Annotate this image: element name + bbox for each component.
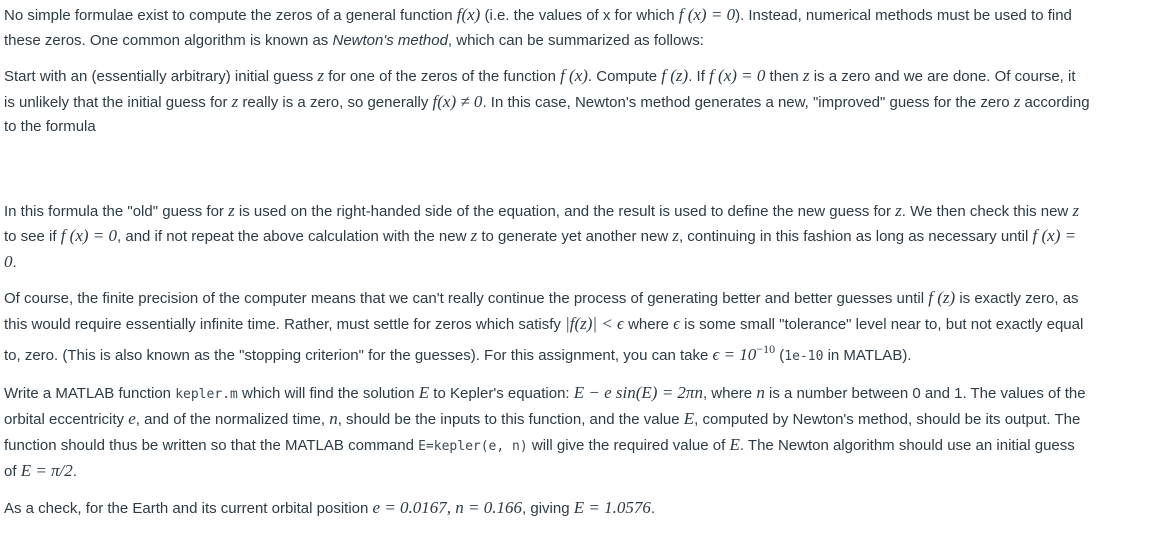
text: , should be the inputs to this function, and the value <box>337 411 684 428</box>
text: ( <box>775 347 785 364</box>
math-expression: f(x) ≠ 0 <box>432 91 483 111</box>
text: . <box>72 463 77 480</box>
math-expression: z <box>470 226 478 245</box>
math-expression: ϵ = 10 <box>712 345 757 364</box>
text: will give the required value of <box>527 436 730 454</box>
text: As a check, for the Earth and its current orbital position <box>4 499 373 517</box>
math-expression: z <box>1013 91 1021 111</box>
text: is used on the right-handed side of the equation, and the result is used to define the new guess for <box>234 202 896 220</box>
text: . If <box>688 68 710 85</box>
text: which will find the solution <box>237 384 419 402</box>
text: . The Newton algorithm should use an initial guess of <box>4 436 1075 480</box>
text: is some small "tolerance" level near to, but not exactly equal to, zero. (This is also known as the "stopping criterion" for the guesses). For this assignment, you can take <box>4 315 1084 364</box>
math-expression: E − e sin(E) = 2πn <box>573 382 703 402</box>
text: In this formula the "old" guess for <box>4 202 229 220</box>
text: No simple formulae exist to compute the zeros of a general function <box>4 7 457 24</box>
inline-code: kepler.m <box>175 386 238 402</box>
text: is a zero and we are done. Of course, it is unlikely that the initial guess for <box>4 68 1076 111</box>
text: is exactly zero, as this would require essentially infinite time. Rather, must settle for zeros which satisfy <box>4 290 1079 333</box>
text: Write a MATLAB function <box>4 384 176 402</box>
math-expression: z <box>802 66 810 85</box>
math-superscript: −10 <box>756 342 776 356</box>
text: to generate yet another new <box>477 228 673 245</box>
math-expression: z <box>228 200 235 220</box>
math-expression: f (x) = 0 <box>4 226 1077 271</box>
inline-code: E=kepler(e, n) <box>418 438 528 454</box>
math-expression: f (x) = 0 <box>709 66 766 85</box>
math-expression: ϵ <box>673 313 680 333</box>
math-expression: z <box>1072 200 1080 220</box>
math-expression: E <box>418 382 430 402</box>
text: is a number between 0 and 1. The values of the orbital eccentricity <box>4 384 1086 428</box>
math-expression: f (x) = 0 <box>60 226 118 245</box>
math-expression: |f(z)| < ϵ <box>565 313 624 333</box>
text: according to the formula <box>4 93 1090 135</box>
task-paragraph <box>4 381 1090 485</box>
math-expression: E = π/2 <box>20 461 73 480</box>
iteration-paragraph <box>4 199 1090 276</box>
math-expression: z <box>672 226 679 245</box>
missing-formula-space <box>4 151 1090 199</box>
math-expression: f (z) <box>928 288 956 307</box>
text: where <box>623 315 674 333</box>
math-expression: z <box>231 91 239 111</box>
text: (i.e. the values of x for which <box>480 7 679 24</box>
text: for one of the zeros of the function <box>324 68 561 85</box>
text: then <box>765 68 803 85</box>
text: , giving <box>522 499 574 517</box>
text: , computed by Newton's method, should be its output. The function should thus be written so that the MATLAB command <box>4 411 1081 454</box>
math-expression: f (x) <box>560 66 588 85</box>
math-expression: n <box>329 409 338 428</box>
text: . In this case, Newton's method generates a new, "improved" guess for the zero <box>482 93 1014 111</box>
text: to Kepler's equation: <box>429 384 574 402</box>
math-expression: E = 1.0576 <box>573 497 651 517</box>
method-paragraph <box>4 64 1090 140</box>
text: . Compute <box>587 68 662 85</box>
text: , which can be summarized as follows: <box>447 31 704 49</box>
math-expression: z <box>317 66 325 85</box>
intro-paragraph <box>4 3 1090 53</box>
text: , and of the normalized time, <box>135 411 330 428</box>
text: , and if not repeat the above calculation with the new <box>117 228 471 245</box>
math-expression: e = 0.0167, n = 0.166 <box>372 497 523 517</box>
text: ). Instead, numerical methods must be used to find these zeros. One common algorithm is known as <box>4 7 1072 49</box>
text: to see if <box>4 228 61 245</box>
tolerance-paragraph <box>4 286 1090 370</box>
math-expression: E <box>729 434 740 454</box>
text: , continuing in this fashion as long as necessary until <box>678 228 1033 245</box>
math-expression: f (x) = 0 <box>678 5 736 24</box>
math-expression: z <box>895 200 902 220</box>
math-expression: f(x) <box>456 5 481 24</box>
inline-code: 1e-10 <box>784 349 824 364</box>
emphasis-newtons-method: Newton's method <box>332 31 448 49</box>
math-expression: n <box>756 382 765 402</box>
text: in MATLAB). <box>823 347 912 364</box>
text: . <box>12 253 17 271</box>
text: really is a zero, so generally <box>238 93 433 111</box>
check-paragraph <box>4 496 1090 522</box>
math-expression: f (z) <box>661 66 689 85</box>
math-expression: E <box>683 409 695 428</box>
text: , where <box>702 384 757 402</box>
text: . <box>650 499 656 517</box>
text: . We then check this new <box>901 202 1073 220</box>
text: Of course, the finite precision of the computer means that we can't really continue the process of generating better and better guesses until <box>4 290 929 307</box>
math-expression: e <box>128 409 136 428</box>
text: Start with an (essentially arbitrary) initial guess <box>4 68 318 85</box>
